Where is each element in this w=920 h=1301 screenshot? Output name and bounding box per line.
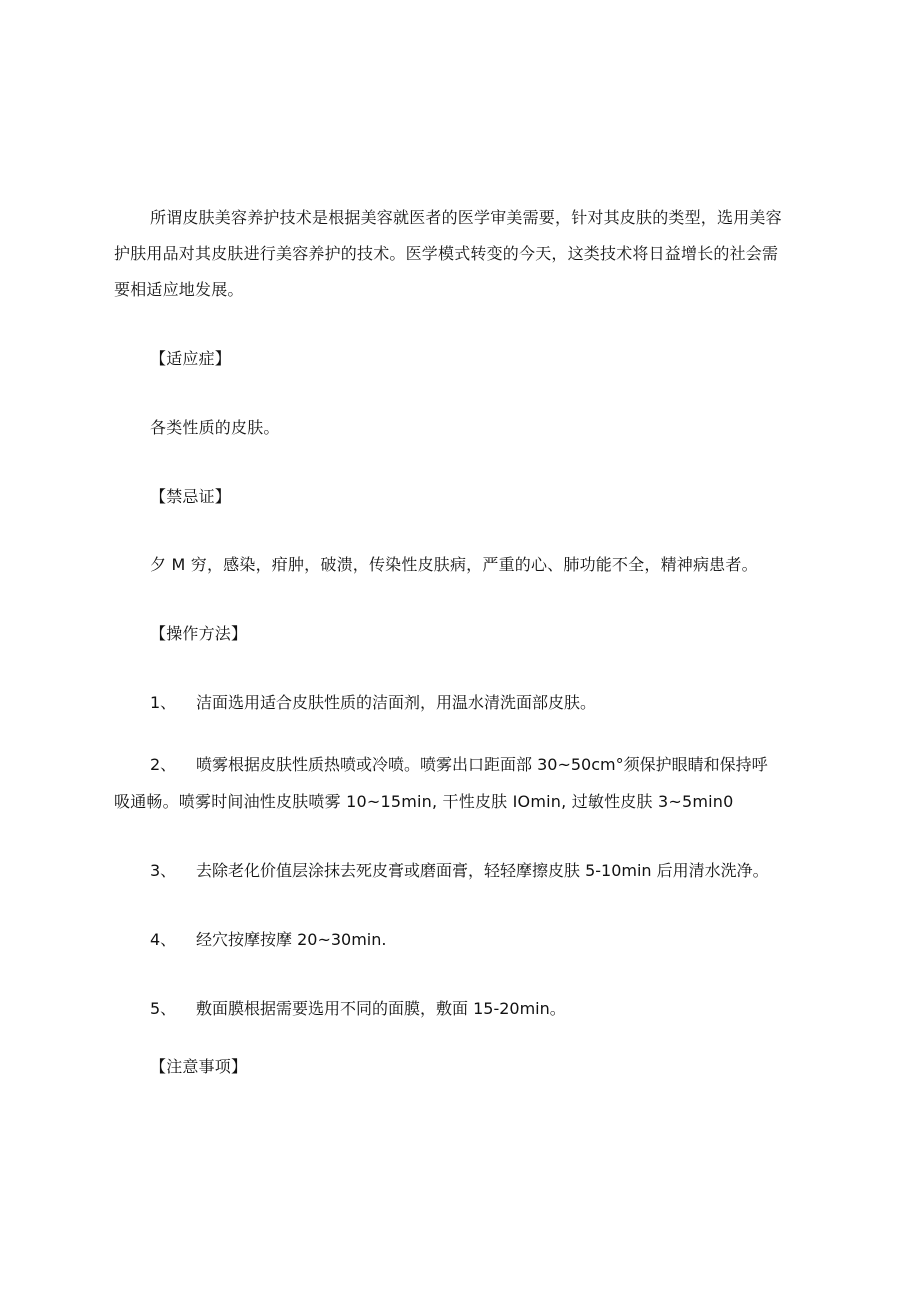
indications-text: 各类性质的皮肤。 [150,418,280,437]
indications-heading: 【适应症】 [150,349,232,368]
method-heading: 【操作方法】 [150,624,248,643]
step-number: 5、 [150,999,177,1018]
step-text: 洁面选用适合皮肤性质的洁面剂，用温水清洗面部皮肤。 [196,693,597,712]
step-text: 经穴按摩按摩 20~30min. [196,930,387,949]
step-number: 4、 [150,930,177,949]
step-text: 喷雾根据皮肤性质热喷或冷喷。喷雾出口距面部 30~50cm°须保护眼睛和保持呼 [196,755,768,774]
method-step-2-continuation: 吸通畅。喷雾时间油性皮肤喷雾 10~15min, 干性皮肤 IOmin, 过敏性皮肤 3~5min0 [114,792,734,811]
notes-heading: 【注意事项】 [150,1057,248,1076]
contraindications-text: 夕 M 穷，感染，疳肿，破溃，传染性皮肤病，严重的心、肺功能不全，精神病患者。 [150,555,758,574]
step-number: 1、 [150,693,177,712]
intro-paragraph-line-1: 所谓皮肤美容养护技术是根据美容就医者的医学审美需要，针对其皮肤的类型，选用美容 [150,208,782,227]
step-text: 去除老化价值层涂抹去死皮膏或磨面膏，轻轻摩擦皮肤 5-10min 后用清水洗净。 [196,861,769,880]
intro-paragraph-line-2: 护肤用品对其皮肤进行美容养护的技术。医学模式转变的今天，这类技术将日益增长的社会需 [114,244,779,263]
step-text: 敷面膜根据需要选用不同的面膜，敷面 15-20min。 [196,999,566,1018]
contraindications-heading: 【禁忌证】 [150,487,232,506]
step-number: 3、 [150,861,177,880]
intro-paragraph-line-3: 要相适应地发展。 [114,280,244,299]
step-number: 2、 [150,755,177,774]
